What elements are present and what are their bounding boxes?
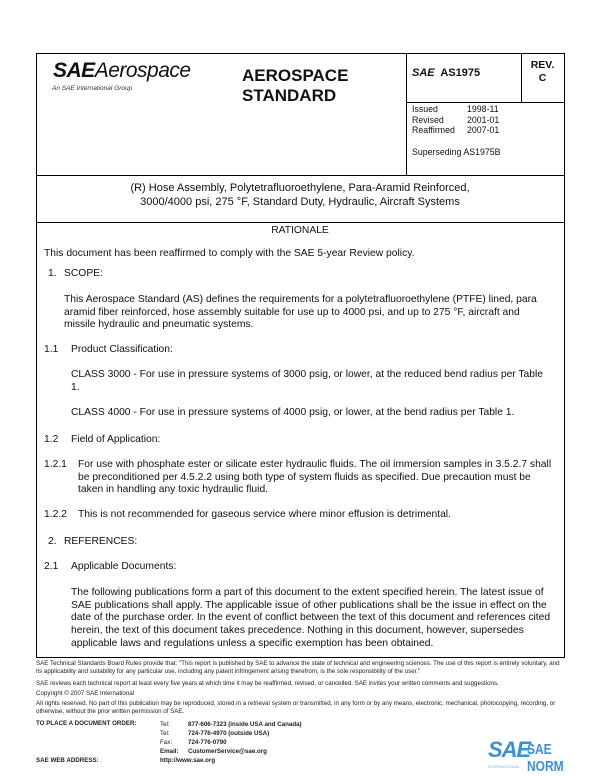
footer-copyright: Copyright © 2007 SAE International — [36, 690, 135, 697]
divider — [406, 102, 564, 103]
paragraph: This Aerospace Standard (AS) defines the requirements for a polytetrafluoroethylene (PTFE) lined, para aramid fiber reinforced, hose assembly suitable for use up to 4000 psi, and up to 275 °F, aircraft and missile hydraulic and pneumatic systems. — [64, 294, 537, 331]
section-number: 1. — [48, 268, 57, 279]
date-value: 2001-01 — [467, 114, 500, 125]
logo-word: Aerospace — [94, 59, 191, 82]
rev-value: C — [538, 72, 547, 84]
date-value: 2007-01 — [467, 125, 500, 135]
section-number: 1.1 — [44, 344, 59, 355]
divider — [406, 53, 407, 175]
contact-label: Tel: — [160, 721, 170, 728]
doc-number: AS1975 — [440, 67, 481, 79]
section-heading: Product Classification: — [71, 344, 173, 355]
sae-aerospace-logo — [53, 59, 191, 83]
section-heading: SCOPE: — [64, 268, 103, 279]
section-heading: Applicable Documents: — [71, 561, 177, 572]
section-number: 2.1 — [44, 561, 59, 572]
doc-number-cell — [412, 67, 480, 79]
order-label: TO PLACE A DOCUMENT ORDER: — [36, 720, 137, 727]
rationale-text: This document has been reaffirmed to comply with the SAE 5-year Review policy. — [44, 248, 415, 259]
email-link[interactable]: CustomerService@sae.org — [188, 748, 267, 755]
paragraph: The following publications form a part of this document to the extent specified herein. The latest issue of SAE publications shall apply. The applicable issue of other publications shall be the issue in effect on the date of the purchase order. In the event of conflict between the text of this document and references cited herein, the text of this document takes precedence. Nothing in this document, however, supersedes applicable laws and regulations unless a specific exemption has been obtained. — [71, 587, 551, 649]
divider — [36, 222, 564, 223]
date-label: Reaffirmed — [412, 125, 455, 135]
dates-table — [412, 104, 499, 136]
watermark-text: SAE NORM — [527, 741, 564, 775]
date-value: 1998-11 — [467, 104, 499, 114]
contact-list — [160, 720, 302, 756]
paragraph: CLASS 3000 - For use in pressure systems of 3000 psig, or lower, at the reduced bend radius per Table 1. — [71, 369, 544, 393]
section-number: 1.2.1 — [44, 459, 67, 470]
watermark-sub: INTERNATIONAL — [488, 764, 520, 769]
title-line2: 3000/4000 psi, 275 °F, Standard Duty, Hydraulic, Aircraft Systems — [140, 196, 460, 208]
document-title — [36, 181, 564, 209]
section-number: 1.2 — [44, 434, 59, 445]
contact-value: 877-606-7323 (inside USA and Canada) — [188, 721, 302, 728]
web-label: SAE WEB ADDRESS: — [36, 757, 99, 764]
section-heading: Field of Application: — [71, 434, 161, 445]
doc-type-line2: STANDARD — [242, 86, 337, 105]
contact-label: Fax: — [160, 739, 173, 746]
revision-cell — [521, 59, 564, 85]
section-number: 2. — [48, 536, 57, 547]
contact-label: Email: — [160, 748, 179, 755]
sae-mark: SAE — [412, 67, 435, 79]
rev-label: REV. — [530, 59, 555, 71]
contact-value: 724-776-4970 (outside USA) — [188, 730, 270, 737]
logo-subtitle: An SAE International Group — [52, 85, 133, 92]
section-number: 1.2.2 — [44, 509, 67, 520]
paragraph: For use with phosphate ester or silicate ester hydraulic fluids. The oil immersion samples in 3.5.2.7 shall be preconditioned per 4.5.2.2 using both type of system fluids as specified. Due precaution must be taken in handling any toxic hydraulic fluid. — [78, 459, 552, 496]
doc-type-line1: AEROSPACE — [242, 66, 349, 85]
superseding: Superseding AS1975B — [412, 147, 501, 157]
doc-type — [242, 66, 348, 106]
date-label: Issued — [412, 104, 438, 114]
divider — [36, 175, 564, 176]
footer-rights: All rights reserved. No part of this publication may be reproduced, stored in a retrieval system or transmitted, in any form or by any means, electronic, mechanical, photocopying, recording, or otherwise, without the prior written permission of SAE. — [36, 700, 556, 715]
watermark-mark: SAE — [488, 737, 531, 762]
section-heading: REFERENCES: — [64, 536, 138, 547]
paragraph: CLASS 4000 - For use in pressure systems of 4000 psig, or lower, at the bend radius per Table 1. — [71, 407, 515, 418]
rationale-heading: RATIONALE — [271, 225, 329, 236]
logo-brand: SAE — [53, 59, 95, 82]
footer-rules: SAE Technical Standards Board Rules provide that: "This report is published by SAE to advance the state of technical and engineering sciences. The use of this report is entirely voluntary, and its applicability and suitability for any particular use, including any patent infringement arising therefrom, is the sole responsibility of the user." — [36, 660, 560, 675]
title-line1: (R) Hose Assembly, Polytetrafluoroethylene, Para-Aramid Reinforced, — [130, 182, 470, 194]
footer-review: SAE reviews each technical report at least every five years at which time it may be reaffirmed, revised, or cancelled. SAE invites your written comments and suggestions. — [36, 680, 499, 687]
web-link[interactable]: http://www.sae.org — [160, 757, 216, 764]
contact-label: Tel: — [160, 730, 170, 737]
date-label: Revised — [412, 114, 444, 125]
contact-value: 724-776-0790 — [188, 739, 227, 746]
paragraph: This is not recommended for gaseous service where minor effusion is detrimental. — [78, 509, 451, 520]
